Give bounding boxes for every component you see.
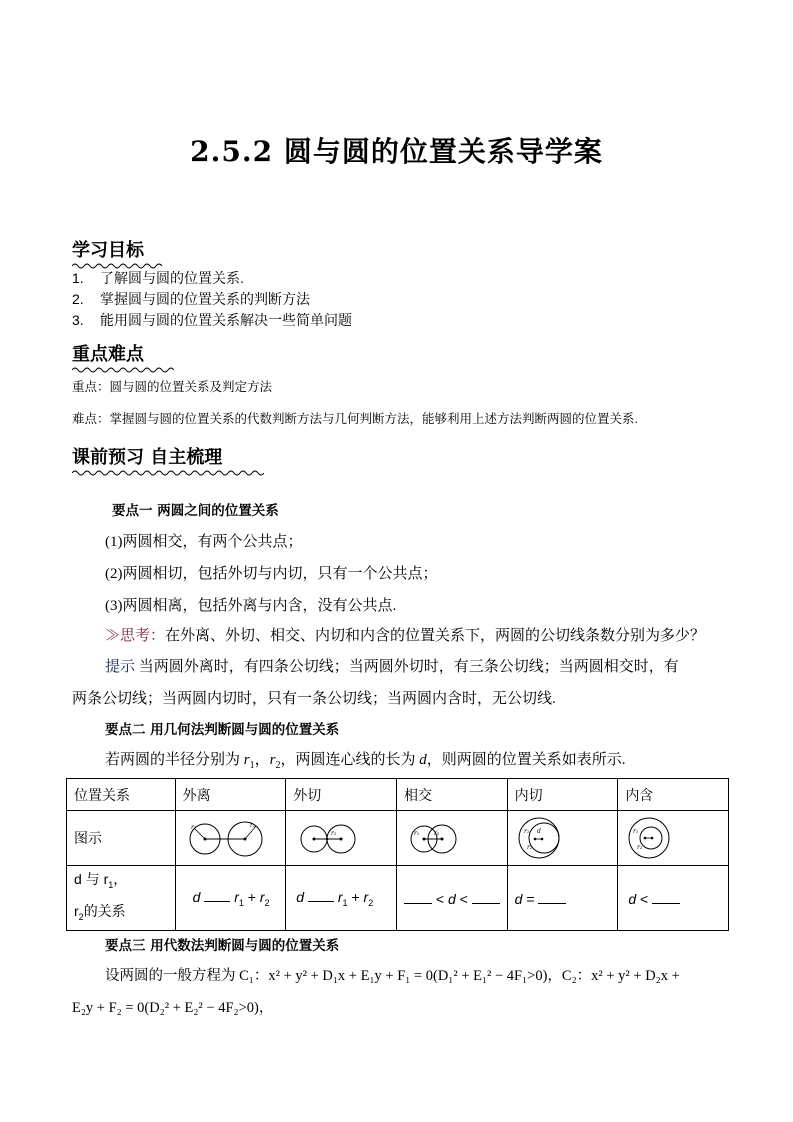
externally-tangent-figure — [293, 815, 385, 861]
table-header-cell: 外离 — [175, 779, 286, 811]
svg-text:r₁: r₁ — [413, 830, 420, 837]
preview-heading-text: 课前预习 自主梳理 — [72, 447, 223, 468]
svg-text:r₁: r₁ — [633, 828, 639, 835]
section-heading-keypoints — [72, 340, 174, 373]
hint-line-1 — [105, 655, 785, 676]
point1-line-2: (2)两圆相切，包括外切与内切，只有一个公共点； — [105, 566, 438, 582]
svg-text:r₂: r₂ — [637, 844, 643, 851]
point3-line-1: 设两圆的一般方程为 C₁：x² + y² + D₁x + E₁y + F₁ = 0(D₁² + E₁² − 4F₁>0)，C₂：x² + y² + D₂x + — [105, 968, 680, 984]
section-heading-objectives — [72, 236, 164, 269]
point3-line-2: E₂y + F₂ = 0(D₂² + E₂² − 4F₂>0)， — [72, 1000, 274, 1016]
point2-heading: 要点二 用几何法判断圆与圆的位置关系 — [105, 722, 340, 738]
internally-tangent-figure — [515, 815, 607, 861]
point1-heading: 要点一 两圆之间的位置关系 — [112, 503, 279, 519]
point3-heading: 要点三 用代数法判断圆与圆的位置关系 — [105, 938, 340, 954]
hint-text: 当两圆外离时，有四条公切线；当两圆外切时，有三条公切线；当两圆相交时，有 — [135, 659, 679, 675]
figure-cell-waiqie — [286, 811, 397, 866]
table-label-cell: 图示 — [67, 811, 176, 866]
figure-cell-neiqie — [507, 811, 618, 866]
point2-intro: 若两圆的半径分别为 $r_1$，$r_2$，两圆连心线的长为 d，则两圆的位置关系如表所示. — [105, 752, 626, 771]
keypoints-heading-text: 重点难点 — [72, 344, 144, 365]
hint-line-2: 两条公切线；当两圆内切时，只有一条公切线；当两圆内含时，无公切线. — [72, 691, 556, 707]
svg-text:r₁: r₁ — [190, 824, 196, 831]
position-relation-table — [66, 778, 729, 931]
relation-cell-neiqie: d = — [507, 866, 618, 931]
table-header-cell: 内切 — [507, 779, 618, 811]
table-label-cell: d 与 $r_1$， $r_2$的关系 — [67, 866, 176, 931]
figure-cell-neihan — [618, 811, 729, 866]
think-text: 在外离、外切、相交、内切和内含的位置关系下，两圆的公切线条数分别为多少？ — [165, 628, 706, 644]
think-marker: ≫思考： — [105, 628, 166, 644]
think-question — [105, 624, 785, 645]
table-row — [67, 811, 729, 866]
point1-line-3: (3)两圆相离，包括外离与内含，没有公共点. — [105, 598, 397, 614]
table-row — [67, 779, 729, 811]
page-title: 2.5.2 圆与圆的位置关系导学案 — [190, 135, 603, 168]
figure-cell-waili — [175, 811, 286, 866]
list-item: 2. 掌握圆与圆的位置关系的判断方法 — [72, 291, 310, 307]
relation-cell-neihan: d < — [618, 866, 729, 931]
relation-cell-xiangjiao: < d < — [396, 866, 507, 931]
table-header-cell: 内含 — [618, 779, 729, 811]
table-header-cell: 位置关系 — [67, 779, 176, 811]
svg-text:r₂: r₂ — [331, 830, 337, 837]
wavy-underline — [72, 367, 174, 373]
table-row — [67, 866, 729, 931]
figure-cell-xiangjiao — [396, 811, 507, 866]
svg-text:r₁: r₁ — [523, 828, 529, 835]
key-point-text: 重点：圆与圆的位置关系及判定方法 — [72, 380, 273, 394]
svg-text:r₂: r₂ — [249, 822, 255, 829]
difficulty-text: 难点：掌握圆与圆的位置关系的代数判断方法与几何判断方法，能够利用上述方法判断两圆的位置关系. — [72, 412, 638, 426]
objectives-list — [72, 268, 352, 331]
section-heading-preview — [72, 443, 264, 476]
wavy-underline — [72, 470, 264, 476]
intersecting-circles-figure — [404, 815, 496, 861]
list-item: 3. 能用圆与圆的位置关系解决一些简单问题 — [72, 312, 352, 328]
svg-text:r₂: r₂ — [433, 830, 440, 837]
relation-cell-waili: d $r_1 + r_2$ — [175, 866, 286, 931]
svg-text:d: d — [536, 828, 541, 835]
contained-circles-figure — [625, 815, 717, 861]
separate-circles-figure — [183, 815, 275, 861]
table-header-cell: 相交 — [396, 779, 507, 811]
table-header-cell: 外切 — [286, 779, 397, 811]
point1-line-1: (1)两圆相交，有两个公共点； — [105, 534, 303, 550]
hint-label: 提示 — [105, 659, 136, 675]
list-item: 1. 了解圆与圆的位置关系. — [72, 270, 244, 286]
relation-cell-waiqie: d $r_1 + r_2$ — [286, 866, 397, 931]
objectives-heading-text: 学习目标 — [72, 240, 144, 261]
svg-text:r₂: r₂ — [526, 844, 532, 851]
